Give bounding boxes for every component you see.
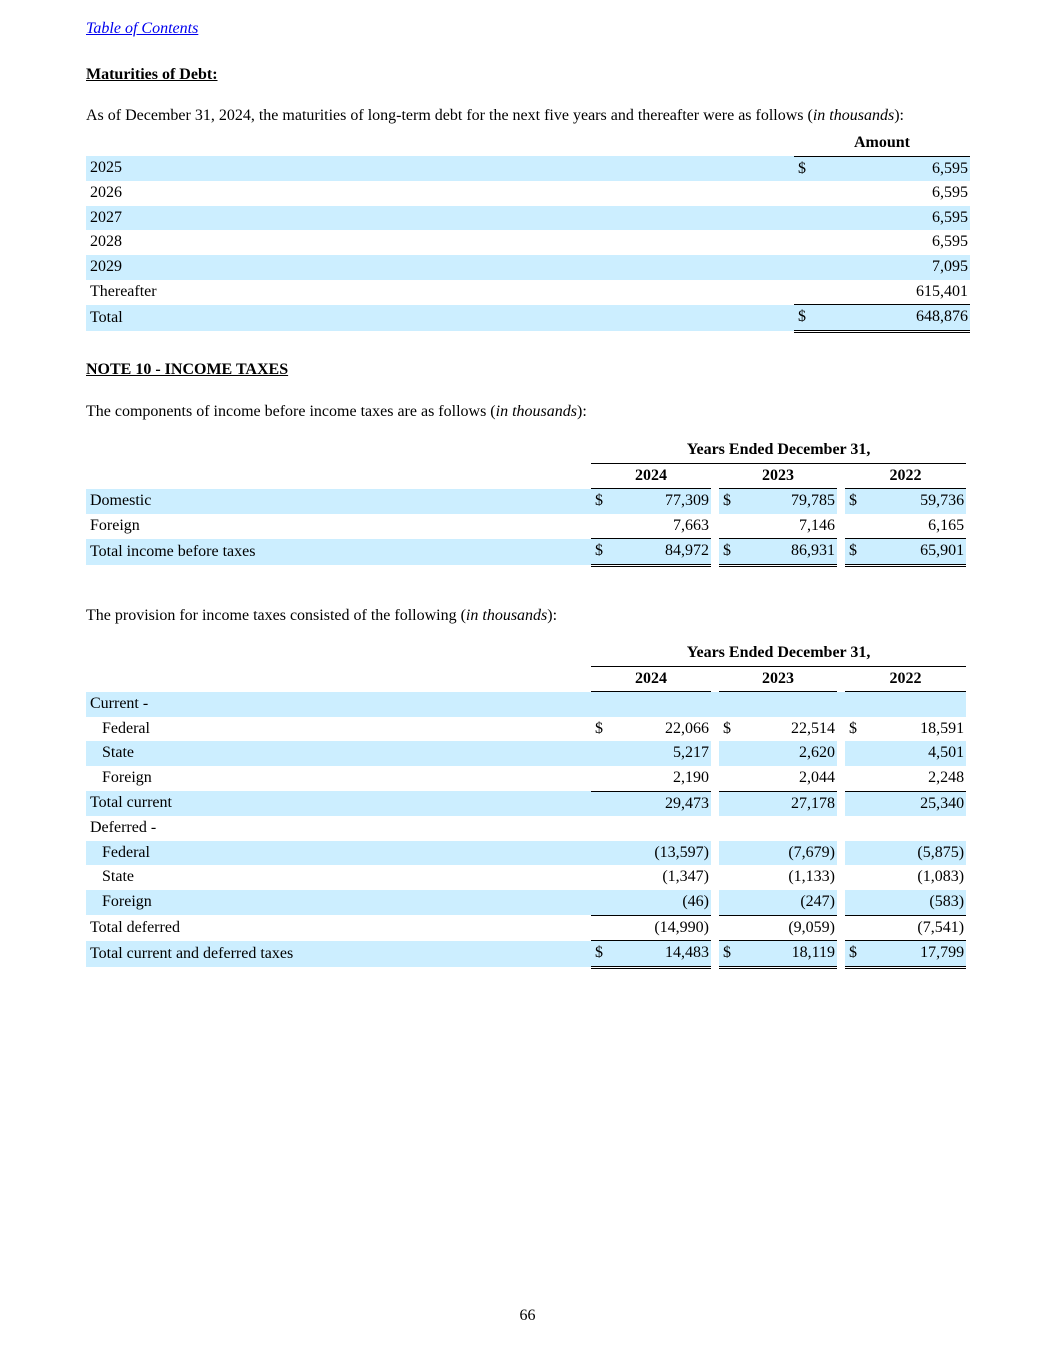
table-row: Federal $ 22,066 $ 22,514 $ 18,591 <box>102 719 965 737</box>
table-row: 2028 6,595 <box>90 233 969 251</box>
provision-intro: The provision for income taxes consisted of the following (in thousands): <box>86 607 558 624</box>
table-row: 2025 $ 6,595 <box>86 156 970 181</box>
year-header: 2023 <box>719 666 837 692</box>
table-of-contents-link[interactable]: Table of Contents <box>86 20 199 37</box>
table-row: 2027 6,595 <box>86 206 970 231</box>
table-row-total: Total income before taxes $ 84,972 $ 86,931 $ 65,901 <box>86 539 966 566</box>
year-header: 2022 <box>845 666 966 692</box>
maturities-heading: Maturities of Debt: <box>86 66 218 83</box>
period-header: Years Ended December 31, <box>591 641 966 666</box>
debt-maturities-table <box>86 131 970 333</box>
table-row: 2026 6,595 <box>90 184 969 202</box>
income-tax-provision-table <box>86 641 966 969</box>
year-header: 2024 <box>591 666 711 692</box>
table-row: State (1,347) (1,133) (1,083) <box>102 868 965 886</box>
table-row: Foreign 2,190 2,044 2,248 <box>86 766 966 791</box>
table-row: Deferred - <box>90 819 157 837</box>
table-row: State 5,217 2,620 4,501 <box>86 741 966 766</box>
period-header: Years Ended December 31, <box>591 438 966 463</box>
table-row: 2029 7,095 <box>86 255 970 280</box>
table-row: Foreign (46) (247) (583) <box>86 890 966 915</box>
table-row: Federal (13,597) (7,679) (5,875) <box>86 841 966 866</box>
table-row-subtotal: Total current 29,473 27,178 25,340 <box>86 791 966 816</box>
table-row: Domestic $ 77,309 $ 79,785 $ 59,736 <box>86 489 966 514</box>
table-row-subtotal: Total deferred (14,990) (9,059) (7,541) <box>86 915 966 941</box>
table-row-total: Total $ 648,876 <box>86 305 970 332</box>
amount-header: Amount <box>854 134 911 151</box>
note-10-heading: NOTE 10 - INCOME TAXES <box>86 361 289 378</box>
table-row: Current - <box>86 692 966 717</box>
year-header: 2023 <box>719 463 837 489</box>
table-row: Foreign 7,663 7,146 6,165 <box>90 516 965 535</box>
debt-intro: As of December 31, 2024, the maturities of long-term debt for the next five years and thereafter were as follows (in thousands): <box>86 107 904 124</box>
table-row: Thereafter 615,401 <box>90 282 969 300</box>
components-intro: The components of income before income taxes are as follows (in thousands): <box>86 403 587 420</box>
page-number: 66 <box>519 1307 536 1324</box>
income-components-table <box>86 438 966 567</box>
year-header: 2022 <box>845 463 966 489</box>
table-row-total: Total current and deferred taxes $ 14,483 $ 18,119 $ 17,799 <box>86 941 966 968</box>
year-header: 2024 <box>591 463 711 489</box>
